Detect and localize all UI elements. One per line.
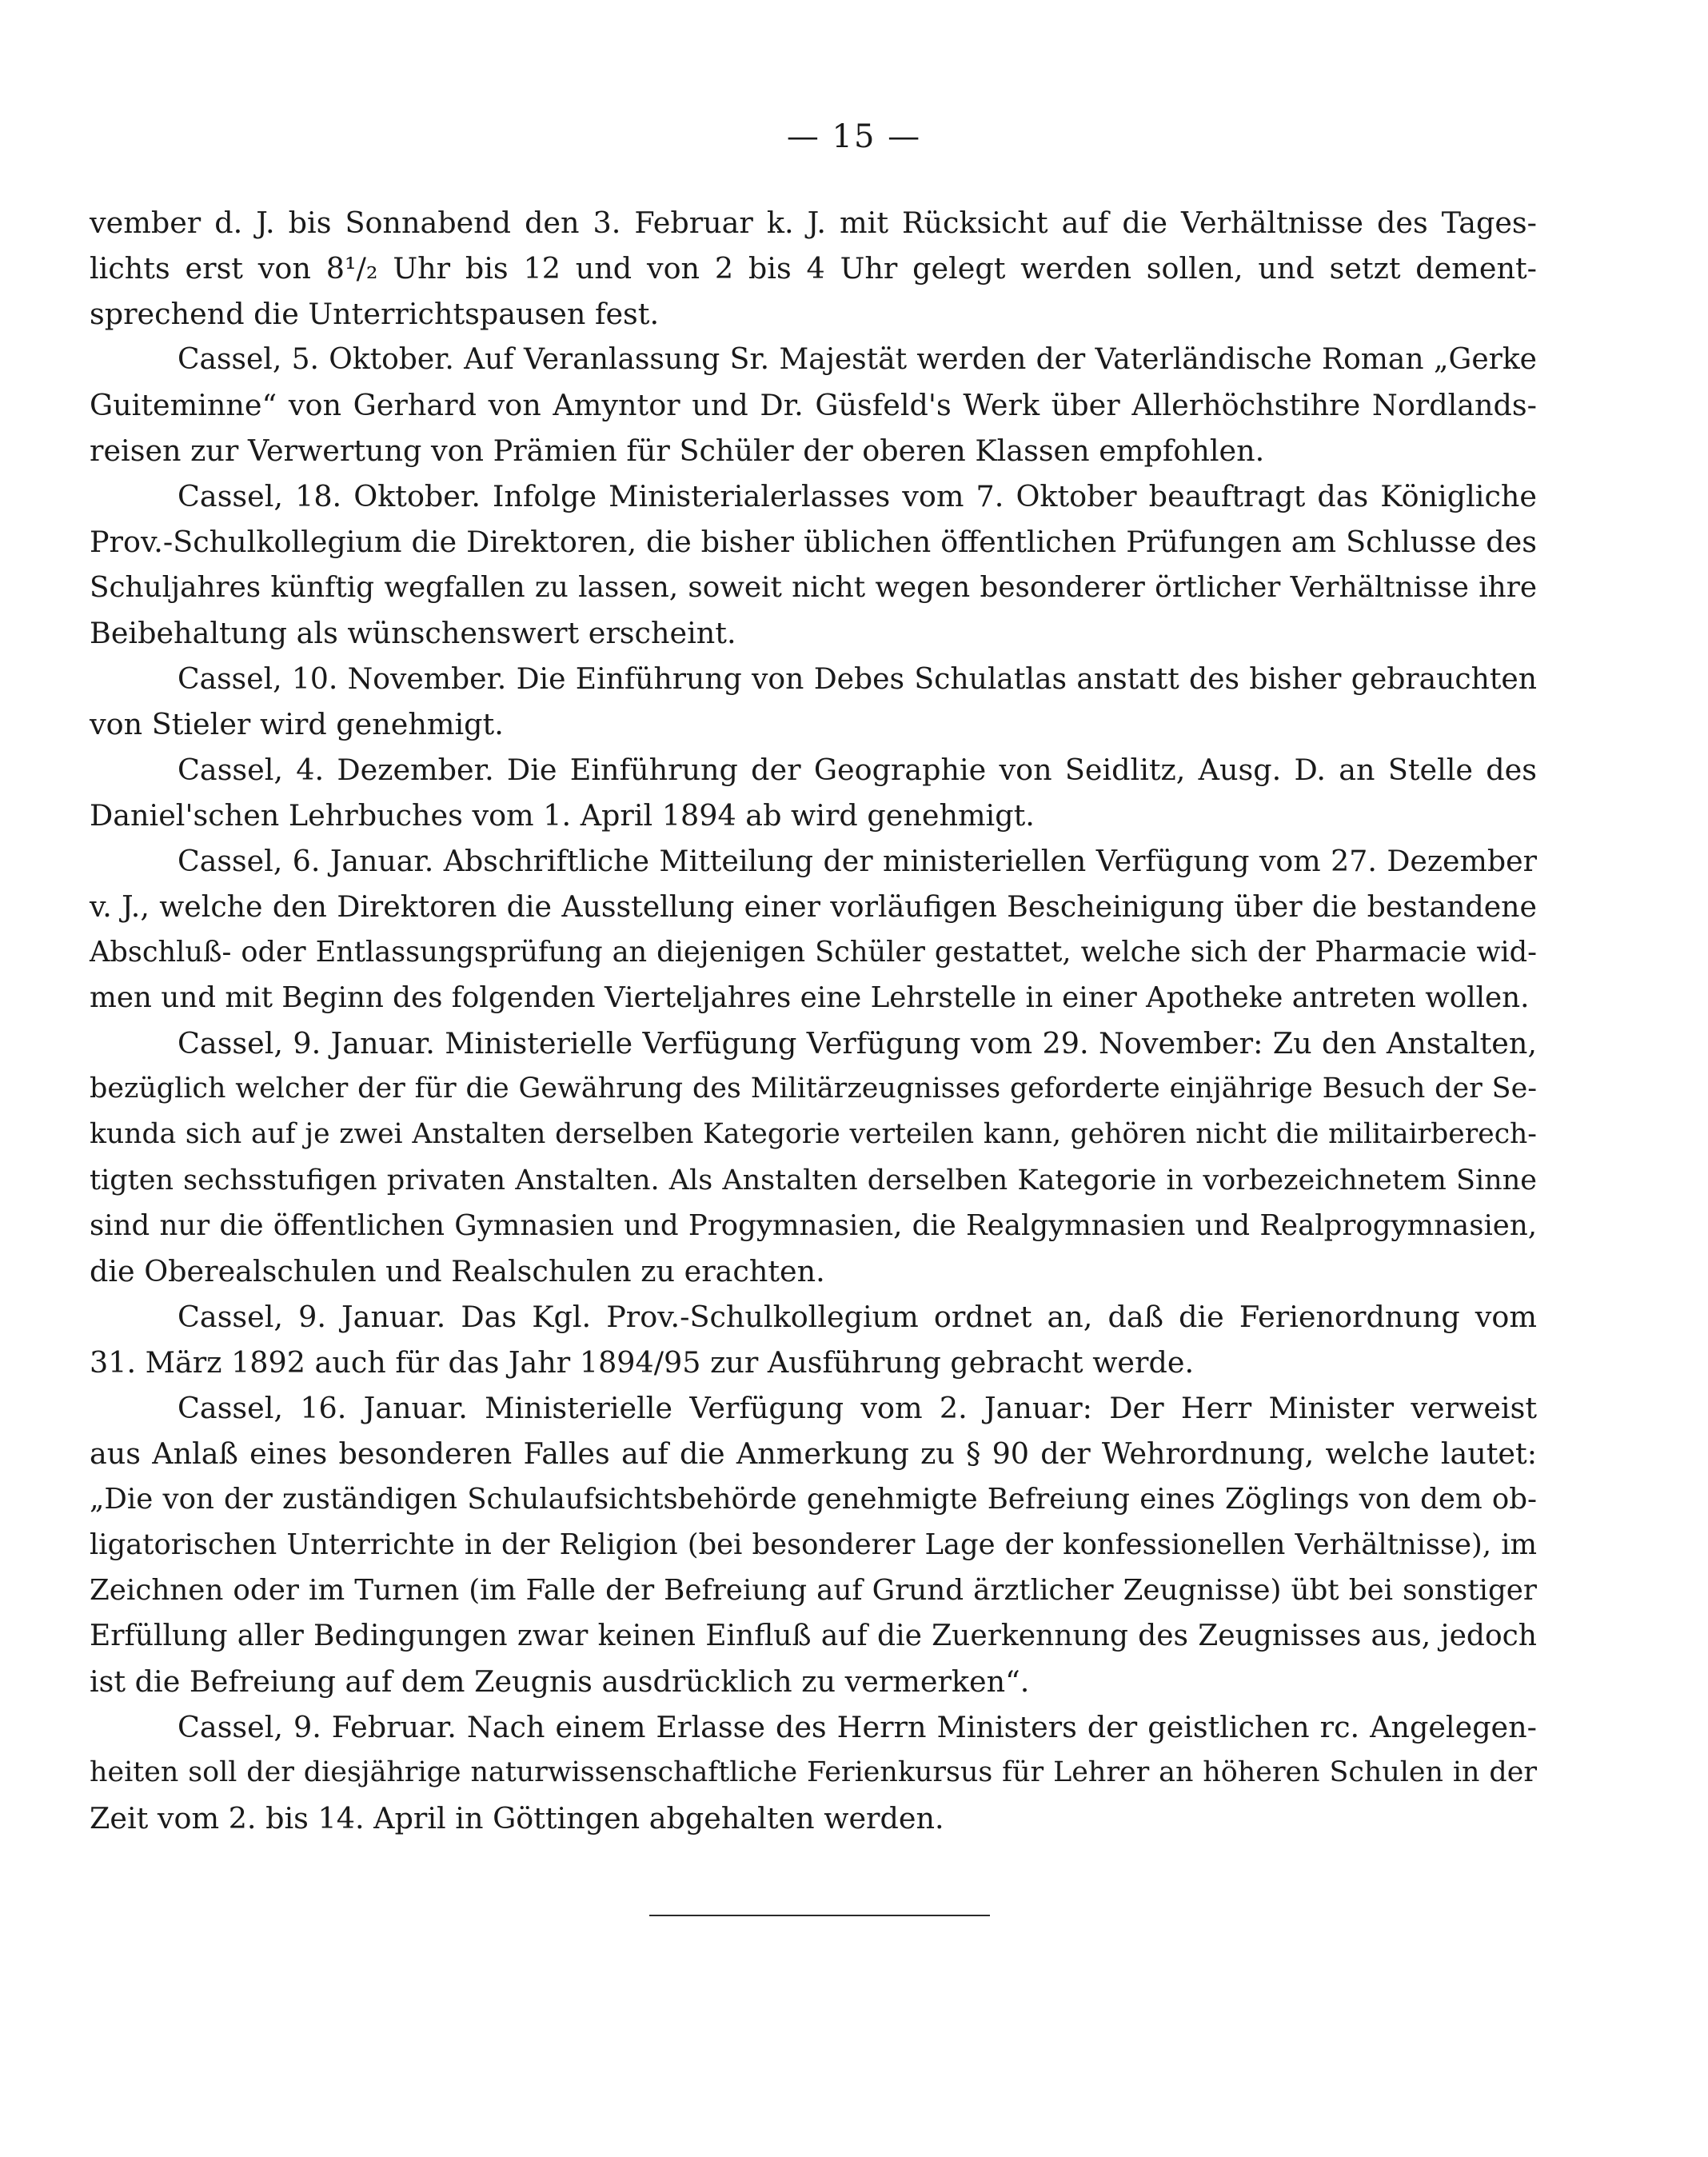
text-line: „Die von der zuständigen Schulaufsichtsbehörde genehmigte Befreiung eines Zöglings von dem ob- (90, 1483, 1537, 1516)
text-line: Cassel, 18. Oktober. Infolge Ministerialerlasses vom 7. Oktober beauftragt das Königliche (178, 479, 1537, 513)
text-line: lichts erst von 8¹/₂ Uhr bis 12 und von 2 bis 4 Uhr gelegt werden sollen, und setzt dement- (90, 251, 1537, 286)
text-line: Zeichnen oder im Turnen (im Falle der Befreiung auf Grund ärztlicher Zeugnisse) übt bei sonstiger (90, 1574, 1537, 1607)
text-line: Guiteminne“ von Gerhard von Amyntor und Dr. Güsfeld's Werk über Allerhöchstihre Nordlands- (90, 388, 1537, 422)
text-line: Cassel, 4. Dezember. Die Einführung der Geographie von Seidlitz, Ausg. D. an Stelle des (178, 753, 1537, 787)
text-line: Abschluß- oder Entlassungsprüfung an diejenigen Schüler gestattet, welche sich der Pharmacie wid- (90, 936, 1537, 969)
text-line: kunda sich auf je zwei Anstalten derselben Kategorie verteilen kann, gehören nicht die militairberech- (90, 1118, 1537, 1150)
text-line: die Oberealschulen und Realschulen zu erachten. (90, 1254, 825, 1288)
text-line: Prov.-Schulkollegium die Direktoren, die bisher üblichen öffentlichen Prüfungen am Schlusse des (90, 525, 1537, 559)
text-line: von Stieler wird genehmigt. (90, 707, 504, 741)
text-line: sind nur die öffentlichen Gymnasien und Progymnasien, die Realgymnasien und Realprogymnasien, (90, 1209, 1537, 1242)
closing-rule (649, 1915, 990, 1916)
text-line: Erfüllung aller Bedingungen zwar keinen Einfluß auf die Zuerkennung des Zeugnisses aus, jedoch (90, 1620, 1537, 1652)
text-line: aus Anlaß eines besonderen Falles auf die Anmerkung zu § 90 der Wehrordnung, welche lautet: (90, 1436, 1537, 1471)
text-line: Schuljahres künftig wegfallen zu lassen, soweit nicht wegen besonderer örtlicher Verhältnisse ihre (90, 571, 1537, 604)
page-number: — 15 — (786, 118, 922, 155)
text-line: ligatorischen Unterrichte in der Religion (bei besonderer Lage der konfessionellen Verhältnisse), im (90, 1528, 1537, 1561)
text-line: heiten soll der diesjährige naturwissenschaftliche Ferienkursus für Lehrer an höheren Schulen in der (90, 1756, 1537, 1788)
text-line: bezüglich welcher der für die Gewährung des Militärzeugnisses geforderte einjährige Besuch der Se- (90, 1073, 1537, 1104)
text-line: Cassel, 16. Januar. Ministerielle Verfügung vom 2. Januar: Der Herr Minister verweist (178, 1391, 1537, 1425)
text-line: Cassel, 9. Januar. Ministerielle Verfügung Verfügung vom 29. November: Zu den Anstalten, (178, 1026, 1537, 1061)
text-line: vember d. J. bis Sonnabend den 3. Februar k. J. mit Rücksicht auf die Verhältnisse des Tages- (90, 206, 1537, 240)
body-text (90, 200, 1537, 1841)
text-line: ist die Befreiung auf dem Zeugnis ausdrücklich zu vermerken“. (90, 1664, 1030, 1699)
text-line: 31. März 1892 auch für das Jahr 1894/95 zur Ausführung gebracht werde. (90, 1345, 1195, 1380)
text-line: Beibehaltung als wünschenswert erscheint. (90, 616, 736, 650)
text-line: men und mit Beginn des folgenden Vierteljahres eine Lehrstelle in einer Apotheke antreten wollen. (90, 981, 1530, 1014)
text-line: Zeit vom 2. bis 14. April in Göttingen abgehalten werden. (90, 1801, 944, 1835)
text-line: sprechend die Unterrichtspausen fest. (90, 297, 660, 331)
text-line: Cassel, 6. Januar. Abschriftliche Mitteilung der ministeriellen Verfügung vom 27. Dezember (178, 844, 1537, 878)
text-line: Cassel, 5. Oktober. Auf Veranlassung Sr. Majestät werden der Vaterländische Roman „Gerke (178, 343, 1537, 376)
text-line: reisen zur Verwertung von Prämien für Schüler der oberen Klassen empfohlen. (90, 433, 1265, 468)
text-line: Cassel, 10. November. Die Einführung von Debes Schulatlas anstatt des bisher gebrauchten (178, 661, 1537, 696)
text-line: Cassel, 9. Februar. Nach einem Erlasse des Herrn Ministers der geistlichen rc. Angelegen- (178, 1710, 1537, 1744)
text-line: tigten sechsstufigen privaten Anstalten. Als Anstalten derselben Kategorie in vorbezeichnetem Sinne (90, 1164, 1537, 1196)
text-line: v. J., welche den Direktoren die Ausstellung einer vorläufigen Bescheinigung über die bestandene (90, 889, 1537, 924)
text-line: Daniel'schen Lehrbuches vom 1. April 1894 ab wird genehmigt. (90, 798, 1035, 833)
text-line: Cassel, 9. Januar. Das Kgl. Prov.-Schulkollegium ordnet an, daß die Ferienordnung vom (178, 1300, 1537, 1334)
